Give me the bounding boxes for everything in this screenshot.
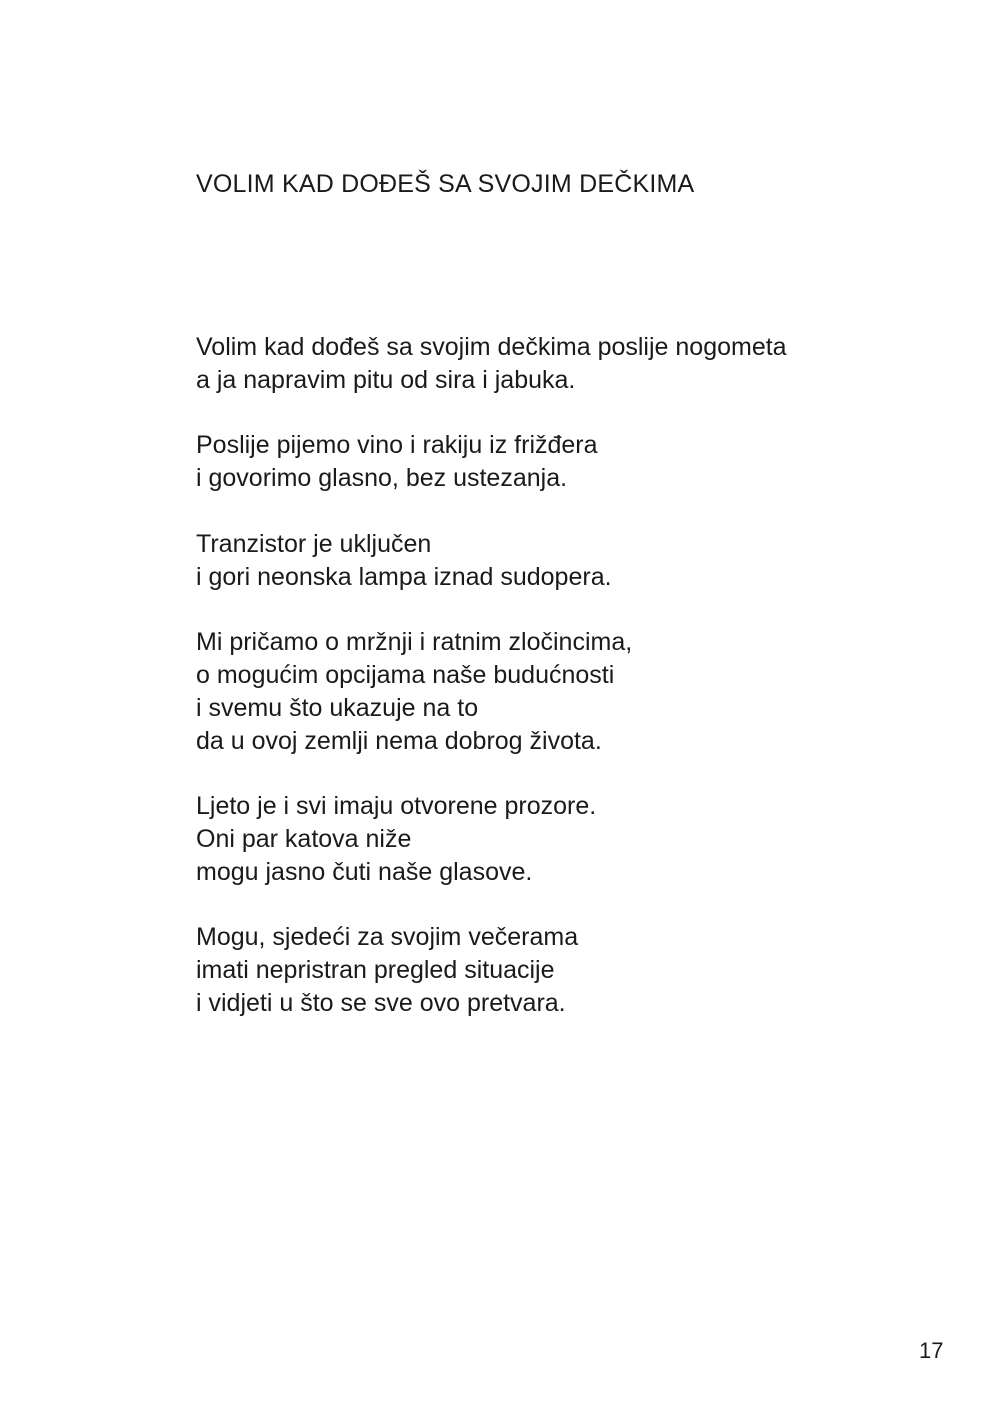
page-number: 17 <box>919 1338 944 1363</box>
poem-line: i gori neonska lampa iznad sudopera. <box>196 562 612 591</box>
poem-line: imati nepristran pregled situacije <box>196 956 555 985</box>
poem-line: Volim kad dođeš sa svojim dečkima poslije nogometa <box>196 333 787 361</box>
poem-title: VOLIM KAD DOĐEŠ SA SVOJIM DEČKIMA <box>196 170 695 198</box>
poem-line: da u ovoj zemlji nema dobrog života. <box>196 726 602 755</box>
poem-line: Mogu, sjedeći za svojim večerama <box>196 923 579 952</box>
poem-line: a ja napravim pitu od sira i jabuka. <box>196 365 576 394</box>
stanza <box>196 429 916 495</box>
stanza <box>196 790 916 888</box>
poem-line: o mogućim opcijama naše budućnosti <box>196 660 615 689</box>
poem-line: Poslije pijemo vino i rakiju iz frižđera <box>196 431 598 460</box>
poem-line: i svemu što ukazuje na to <box>196 693 479 722</box>
poem-line: Ljeto je i svi imaju otvorene prozore. <box>196 792 597 821</box>
poem-line: mogu jasno čuti naše glasove. <box>196 857 533 886</box>
poem-line: i vidjeti u što se sve ovo pretvara. <box>196 988 566 1017</box>
poem-line: Mi pričamo o mržnji i ratnim zločincima, <box>196 628 633 657</box>
stanza <box>196 331 916 397</box>
poem-line: Tranzistor je uključen <box>196 529 432 558</box>
stanza <box>196 626 916 757</box>
poem-line: Oni par katova niže <box>196 824 412 853</box>
poem-line: i govorimo glasno, bez ustezanja. <box>196 464 568 493</box>
stanza <box>196 528 916 594</box>
stanza <box>196 921 916 1019</box>
poem-body <box>196 331 916 1053</box>
